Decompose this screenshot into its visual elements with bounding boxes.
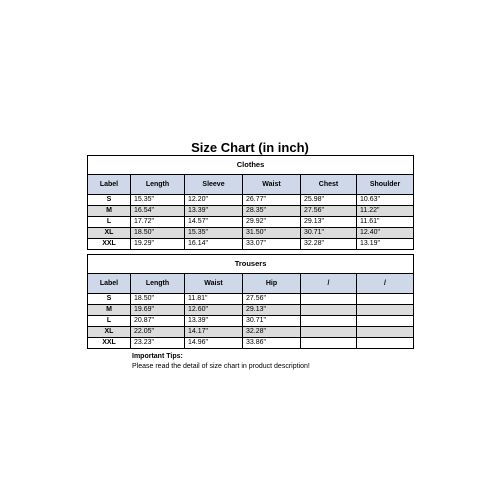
table-cell: 11.22" — [357, 206, 414, 217]
table-cell: 32.28" — [243, 327, 301, 338]
table-cell: 14.57" — [185, 217, 243, 228]
table-cell — [357, 305, 414, 316]
column-header-length: Length — [131, 175, 185, 195]
size-label: S — [88, 294, 131, 305]
column-header-label: Label — [88, 274, 131, 294]
table-row — [88, 338, 414, 349]
table-cell: 20.87" — [131, 316, 185, 327]
table-row — [88, 239, 414, 250]
table-cell: 29.92" — [243, 217, 301, 228]
size-label: XL — [88, 228, 131, 239]
size-label: S — [88, 195, 131, 206]
table-cell: 28.35" — [243, 206, 301, 217]
column-header-chest: Chest — [301, 175, 357, 195]
table-cell: 12.20" — [185, 195, 243, 206]
table-cell: 14.96" — [185, 338, 243, 349]
table-cell — [357, 327, 414, 338]
table-cell: 12.40" — [357, 228, 414, 239]
column-header-hip: Hip — [243, 274, 301, 294]
size-label: L — [88, 316, 131, 327]
table-cell — [301, 294, 357, 305]
table-cell: 13.19" — [357, 239, 414, 250]
table-cell: 11.81" — [185, 294, 243, 305]
table-row — [88, 327, 414, 338]
tips-heading: Important Tips: — [132, 353, 183, 360]
table-row — [88, 228, 414, 239]
table-cell: 30.71" — [243, 316, 301, 327]
table-cell: 29.13" — [301, 217, 357, 228]
table-cell: 17.72" — [131, 217, 185, 228]
table-cell: 33.07" — [243, 239, 301, 250]
table-row — [88, 195, 414, 206]
table-cell — [301, 316, 357, 327]
table-cell: 13.39" — [185, 206, 243, 217]
table-cell: 15.35" — [185, 228, 243, 239]
table-cell: 29.13" — [243, 305, 301, 316]
table-cell — [357, 294, 414, 305]
table-cell: 30.71" — [301, 228, 357, 239]
tips-text: Please read the detail of size chart in product description! — [132, 363, 310, 370]
table-cell — [301, 338, 357, 349]
table-cell: 22.05" — [131, 327, 185, 338]
column-header-waist: Waist — [243, 175, 301, 195]
important-tips — [132, 352, 310, 372]
column-header-empty: / — [301, 274, 357, 294]
clothes-section-title: Clothes — [88, 156, 414, 175]
column-header-sleeve: Sleeve — [185, 175, 243, 195]
table-cell: 15.35" — [131, 195, 185, 206]
table-cell: 23.23" — [131, 338, 185, 349]
size-label: XXL — [88, 239, 131, 250]
column-header-empty: / — [357, 274, 414, 294]
table-cell: 25.98" — [301, 195, 357, 206]
table-cell: 19.29" — [131, 239, 185, 250]
table-cell: 18.50" — [131, 228, 185, 239]
column-header-waist: Waist — [185, 274, 243, 294]
table-row — [88, 305, 414, 316]
table-cell — [301, 327, 357, 338]
trousers-section-title: Trousers — [88, 255, 414, 274]
table-cell — [357, 316, 414, 327]
table-row — [88, 316, 414, 327]
table-cell: 10.63" — [357, 195, 414, 206]
table-cell: 12.60" — [185, 305, 243, 316]
table-cell: 14.17" — [185, 327, 243, 338]
table-cell: 27.56" — [243, 294, 301, 305]
table-cell: 18.50" — [131, 294, 185, 305]
table-cell — [301, 305, 357, 316]
size-label: M — [88, 206, 131, 217]
table-row — [88, 206, 414, 217]
size-label: L — [88, 217, 131, 228]
size-label: M — [88, 305, 131, 316]
table-cell — [357, 338, 414, 349]
column-header-length: Length — [131, 274, 185, 294]
column-header-shoulder: Shoulder — [357, 175, 414, 195]
table-cell: 27.56" — [301, 206, 357, 217]
clothes-size-table — [87, 155, 414, 250]
clothes-header-row — [88, 175, 414, 195]
table-cell: 16.54" — [131, 206, 185, 217]
page-title: Size Chart (in inch) — [191, 140, 309, 155]
table-cell: 33.86" — [243, 338, 301, 349]
clothes-title-row — [88, 156, 414, 175]
table-cell: 32.28" — [301, 239, 357, 250]
table-cell: 13.39" — [185, 316, 243, 327]
table-row — [88, 217, 414, 228]
table-cell: 19.69" — [131, 305, 185, 316]
column-header-label: Label — [88, 175, 131, 195]
size-label: XXL — [88, 338, 131, 349]
table-row — [88, 294, 414, 305]
table-cell: 31.50" — [243, 228, 301, 239]
table-cell: 11.61" — [357, 217, 414, 228]
trousers-header-row — [88, 274, 414, 294]
table-cell: 16.14" — [185, 239, 243, 250]
size-label: XL — [88, 327, 131, 338]
table-cell: 26.77" — [243, 195, 301, 206]
trousers-title-row — [88, 255, 414, 274]
trousers-size-table — [87, 254, 414, 349]
